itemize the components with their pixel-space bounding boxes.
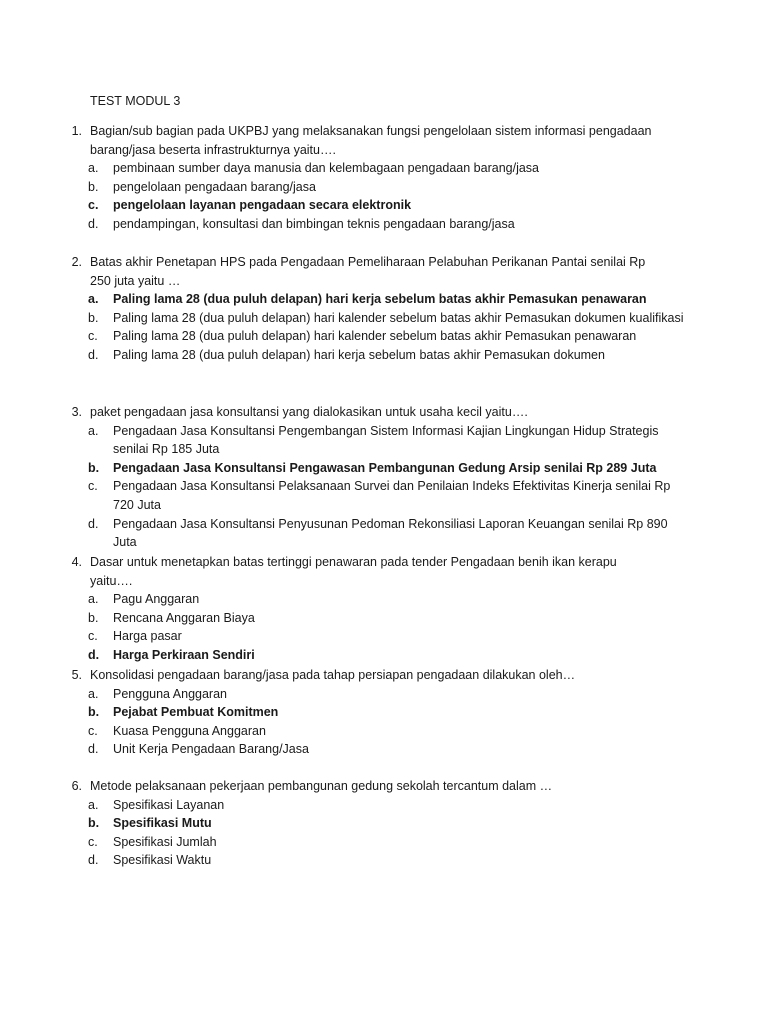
option-text: pengelolaan layanan pengadaan secara elektronik xyxy=(113,198,412,213)
question-1 xyxy=(0,122,768,234)
option-label: b. xyxy=(88,816,100,831)
question-number: 6. xyxy=(71,779,82,793)
option-text: pendampingan, konsultasi dan bimbingan teknis pengadaan barang/jasa xyxy=(113,216,515,231)
option-text: Paling lama 28 (dua puluh delapan) hari kalender sebelum batas akhir Pemasukan dokumen kualifikasi xyxy=(113,310,684,325)
option-text: pembinaan sumber daya manusia dan kelembagaan pengadaan barang/jasa xyxy=(113,161,540,176)
option-text: Spesifikasi Jumlah xyxy=(113,834,217,849)
option-text: Paling lama 28 (dua puluh delapan) hari kerja sebelum batas akhir Pemasukan penawaran xyxy=(113,292,647,307)
option-label: b. xyxy=(88,610,99,625)
option-label: d. xyxy=(88,742,99,757)
answer-option-d xyxy=(0,515,768,552)
option-text: Spesifikasi Layanan xyxy=(113,797,225,812)
option-label: d. xyxy=(88,516,99,531)
option-label: b. xyxy=(88,179,99,194)
option-label: c. xyxy=(88,834,98,849)
answer-option-d xyxy=(0,346,768,365)
option-label: c. xyxy=(88,479,98,494)
question-2 xyxy=(0,253,768,365)
option-text: Pengadaan Jasa Konsultansi Pelaksanaan Survei dan Penilaian Indeks Efektivitas Kinerja senilai Rp 720 Juta xyxy=(113,479,671,512)
option-label: c. xyxy=(88,198,99,213)
question-text: Metode pelaksanaan pekerjaan pembangunan gedung sekolah tercantum dalam … xyxy=(90,779,553,793)
question-6 xyxy=(0,777,768,870)
option-text: Harga pasar xyxy=(113,629,182,644)
option-label: d. xyxy=(88,647,100,662)
option-label: a. xyxy=(88,423,99,438)
answer-option-a xyxy=(0,796,768,815)
option-text: Paling lama 28 (dua puluh delapan) hari kerja sebelum batas akhir Pemasukan dokumen xyxy=(113,347,605,362)
option-label: c. xyxy=(88,723,98,738)
answer-option-b xyxy=(0,178,768,197)
question-number: 3. xyxy=(71,405,82,419)
document-title: TEST MODUL 3 xyxy=(90,94,181,108)
answer-option-c xyxy=(0,477,768,514)
option-text: Pagu Anggaran xyxy=(113,592,200,607)
question-number: 4. xyxy=(71,555,82,569)
answer-option-b xyxy=(0,703,768,722)
option-text: Paling lama 28 (dua puluh delapan) hari kalender sebelum batas akhir Pemasukan penawaran xyxy=(113,329,637,344)
question-row xyxy=(0,403,768,422)
option-label: c. xyxy=(88,629,98,644)
answer-option-c xyxy=(0,833,768,852)
answer-option-a xyxy=(0,590,768,609)
question-row xyxy=(0,553,768,590)
answer-option-a xyxy=(0,422,768,459)
option-text: Harga Perkiraan Sendiri xyxy=(113,647,255,662)
question-row xyxy=(0,777,768,796)
question-text: Bagian/sub bagian pada UKPBJ yang melaksanakan fungsi pengelolaan sistem informasi pengadaan barang/jasa beserta infrastrukturnya yaitu…. xyxy=(90,124,652,157)
option-text: Pejabat Pembuat Komitmen xyxy=(113,705,279,720)
option-text: Unit Kerja Pengadaan Barang/Jasa xyxy=(113,742,309,757)
question-text: Batas akhir Penetapan HPS pada Pengadaan Pemeliharaan Pelabuhan Perikanan Pantai senilai Rp 250 juta yaitu … xyxy=(90,255,646,288)
question-text: Konsolidasi pengadaan barang/jasa pada tahap persiapan pengadaan dilakukan oleh… xyxy=(90,668,576,682)
answer-option-c xyxy=(0,627,768,646)
option-label: b. xyxy=(88,705,100,720)
answer-option-d xyxy=(0,740,768,759)
question-number: 2. xyxy=(71,255,82,269)
option-label: d. xyxy=(88,347,99,362)
answer-option-b xyxy=(0,814,768,833)
answer-option-b xyxy=(0,309,768,328)
question-text: paket pengadaan jasa konsultansi yang dialokasikan untuk usaha kecil yaitu…. xyxy=(90,405,528,419)
option-label: b. xyxy=(88,460,100,475)
option-label: a. xyxy=(88,592,99,607)
option-text: pengelolaan pengadaan barang/jasa xyxy=(113,179,316,194)
option-label: d. xyxy=(88,853,99,868)
question-text: Dasar untuk menetapkan batas tertinggi penawaran pada tender Pengadaan benih ikan kerapu yaitu…. xyxy=(90,555,617,588)
answer-option-b xyxy=(0,609,768,628)
answer-option-d xyxy=(0,215,768,234)
answer-option-a xyxy=(0,685,768,704)
question-number: 5. xyxy=(71,668,82,682)
option-text: Pengadaan Jasa Konsultansi Penyusunan Pedoman Rekonsiliasi Laporan Keuangan senilai Rp 890 Juta xyxy=(113,516,668,550)
answer-option-c xyxy=(0,196,768,215)
answer-option-a xyxy=(0,290,768,309)
question-3 xyxy=(0,403,768,552)
answer-option-d xyxy=(0,851,768,870)
answer-option-b xyxy=(0,459,768,478)
option-text: Pengadaan Jasa Konsultansi Pengawasan Pembangunan Gedung Arsip senilai Rp 289 Juta xyxy=(113,460,657,475)
question-5 xyxy=(0,666,768,759)
option-label: a. xyxy=(88,161,99,176)
question-row xyxy=(0,122,768,159)
question-4 xyxy=(0,553,768,665)
question-number: 1. xyxy=(71,124,82,138)
option-label: a. xyxy=(88,292,99,307)
option-label: b. xyxy=(88,310,99,325)
question-row xyxy=(0,666,768,685)
option-text: Pengadaan Jasa Konsultansi Pengembangan Sistem Informasi Kajian Lingkungan Hidup Strategis senilai Rp 185 Juta xyxy=(113,423,659,457)
answer-option-d xyxy=(0,646,768,665)
option-text: Rencana Anggaran Biaya xyxy=(113,610,255,625)
question-row xyxy=(0,253,768,290)
answer-option-c xyxy=(0,327,768,346)
option-text: Kuasa Pengguna Anggaran xyxy=(113,723,266,738)
option-text: Pengguna Anggaran xyxy=(113,686,227,701)
option-text: Spesifikasi Waktu xyxy=(113,853,212,868)
answer-option-a xyxy=(0,159,768,178)
answer-option-c xyxy=(0,722,768,741)
option-label: a. xyxy=(88,797,99,812)
option-text: Spesifikasi Mutu xyxy=(113,816,212,831)
option-label: c. xyxy=(88,329,98,344)
option-label: a. xyxy=(88,686,99,701)
option-label: d. xyxy=(88,216,99,231)
